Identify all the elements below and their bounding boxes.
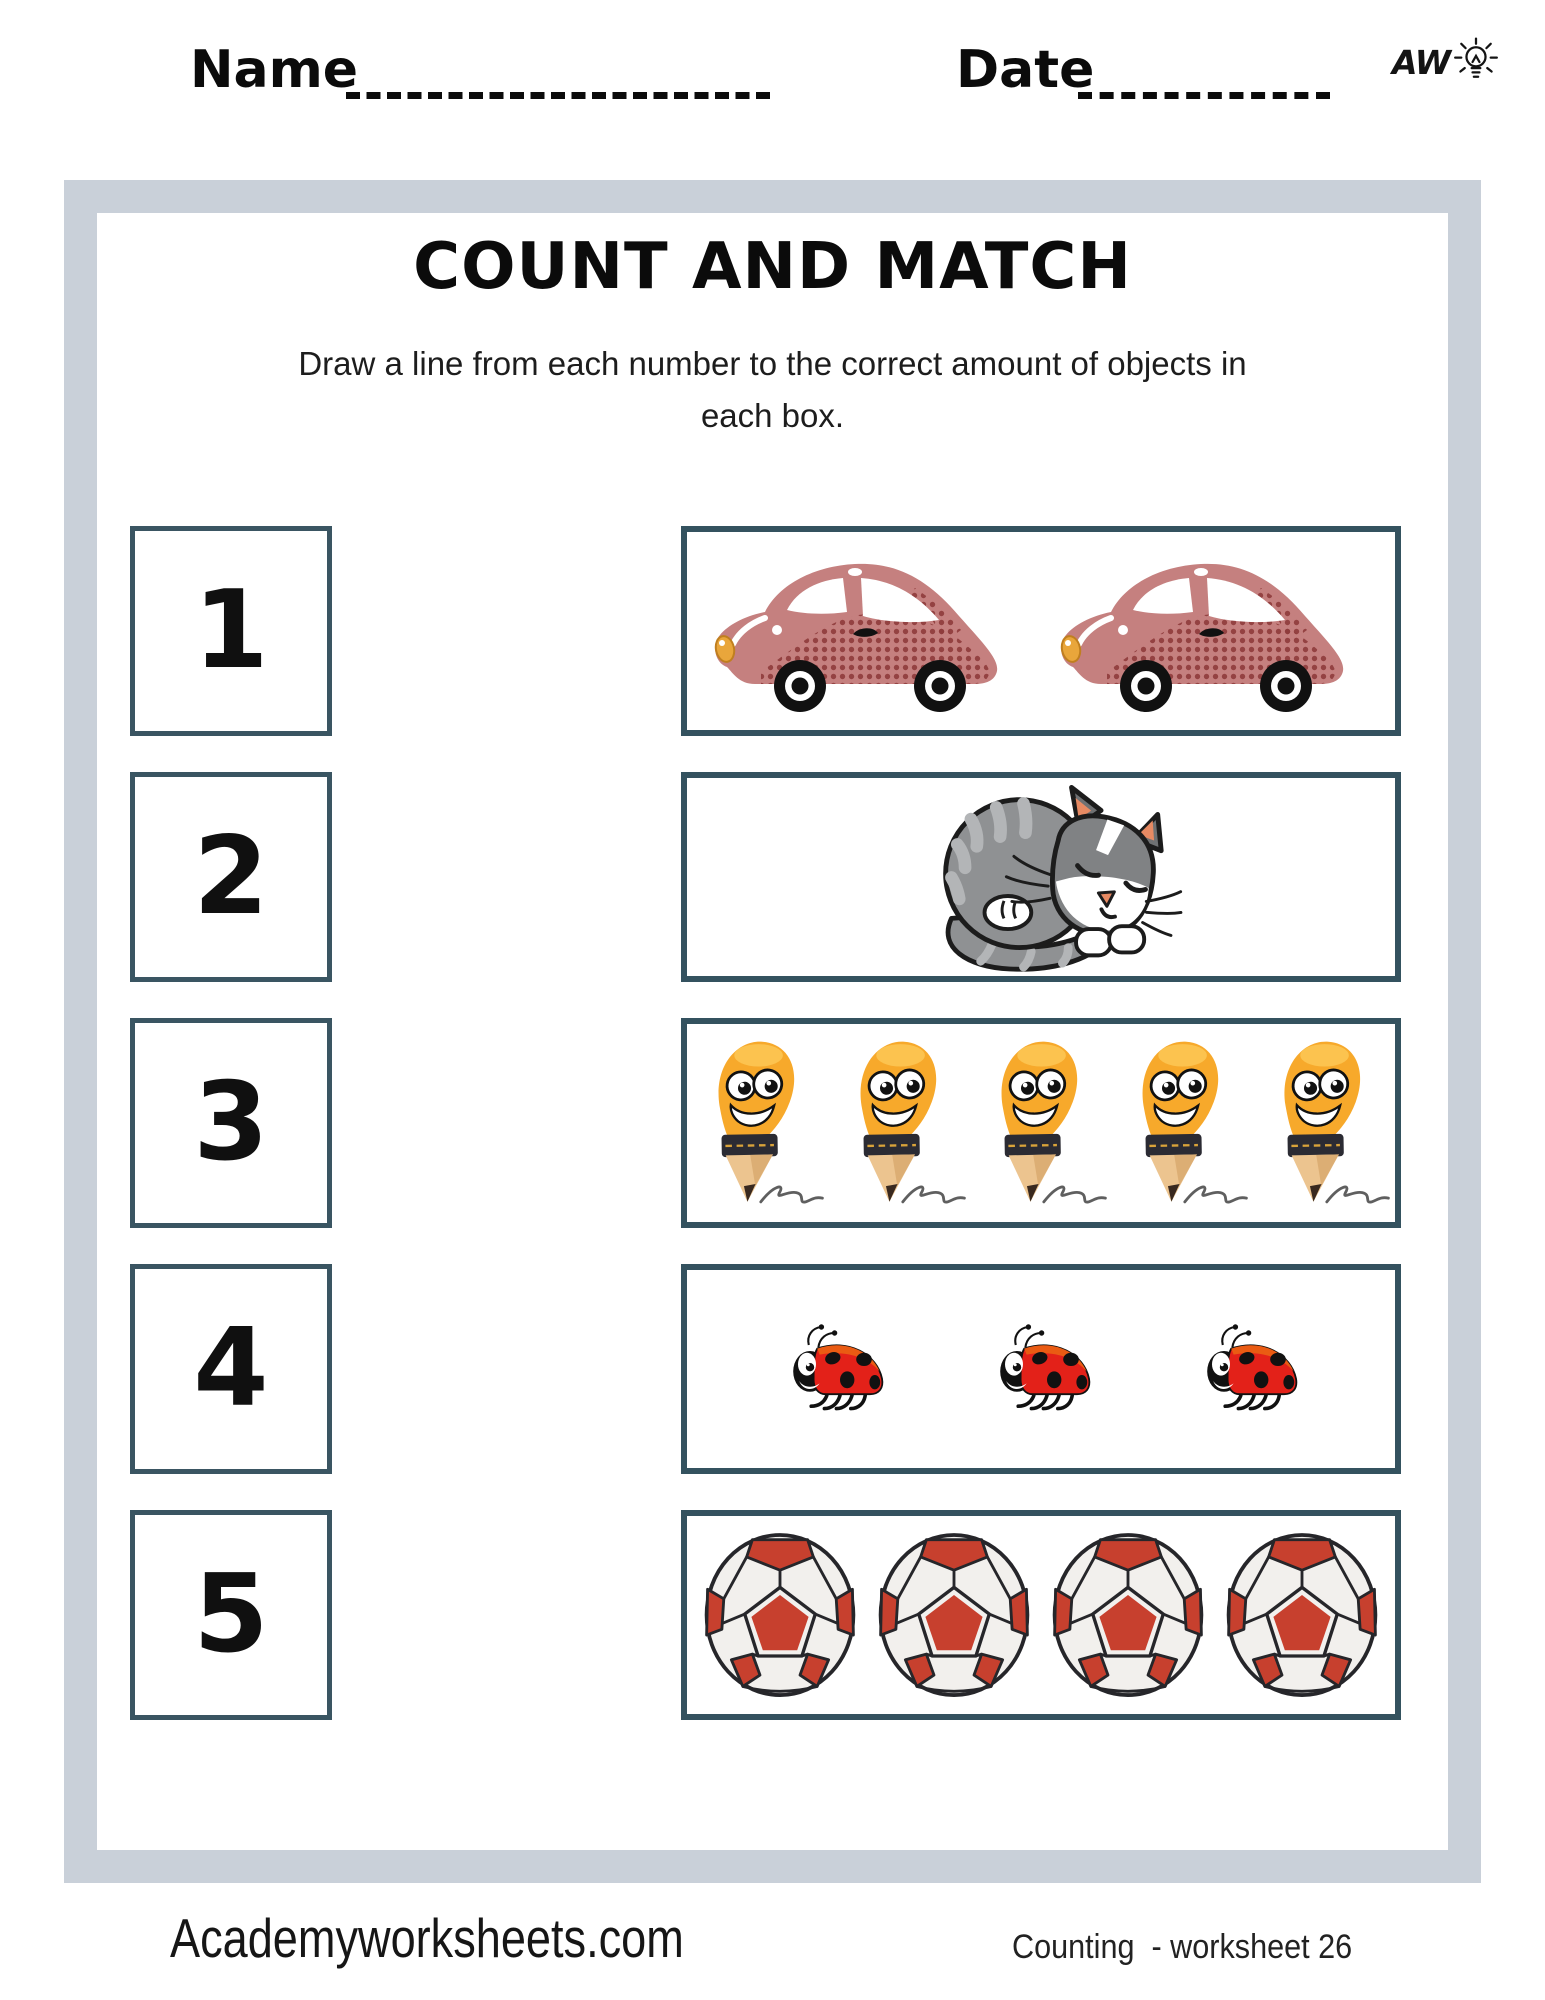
page-title: COUNT AND MATCH [413,230,1132,304]
ladybug-icon [1188,1321,1308,1417]
number-box-2[interactable] [130,772,332,982]
number-label: 1 [193,568,269,693]
soccer-ball-icon [1047,1532,1209,1699]
number-box-1[interactable] [130,526,332,736]
pencil-icon [1112,1030,1252,1217]
aw-logo [1392,34,1502,90]
objects-box-cat[interactable] [681,772,1401,982]
name-label: Name [190,40,359,100]
number-box-4[interactable] [130,1264,332,1474]
number-box-5[interactable] [130,1510,332,1720]
instructions-line-2: each box. [700,397,845,434]
number-label: 3 [193,1060,269,1185]
date-field-line[interactable] [1078,92,1330,99]
car-icon [1049,546,1379,716]
date-label: Date [956,40,1095,100]
cat-icon [895,780,1187,975]
instructions [164,338,1381,442]
number-label: 4 [193,1306,269,1431]
objects-box-pencils[interactable] [681,1018,1401,1228]
number-label: 5 [193,1552,269,1677]
lightbulb-icon [1450,34,1502,90]
worksheet-number-label: Counting - worksheet 26 [1012,1928,1353,1966]
site-name: Academyworksheets.com [170,1907,684,1969]
soccer-ball-icon [873,1532,1035,1699]
aw-logo-text: AW [1392,42,1451,82]
pencil-icon [971,1030,1111,1217]
soccer-ball-icon [1221,1532,1383,1699]
objects-box-soccer-balls[interactable] [681,1510,1401,1720]
name-field-line[interactable] [346,92,770,99]
ladybug-icon [981,1321,1101,1417]
objects-box-ladybugs[interactable] [681,1264,1401,1474]
soccer-ball-icon [699,1532,861,1699]
pencil-icon [830,1030,970,1217]
pencil-icon [1254,1030,1394,1217]
number-label: 2 [193,814,269,939]
instructions-line-1: Draw a line from each number to the correct amount of objects in [298,345,1247,382]
ladybug-icon [774,1321,894,1417]
pencil-icon [688,1030,828,1217]
car-icon [703,546,1033,716]
number-box-3[interactable] [130,1018,332,1228]
objects-box-cars[interactable] [681,526,1401,736]
